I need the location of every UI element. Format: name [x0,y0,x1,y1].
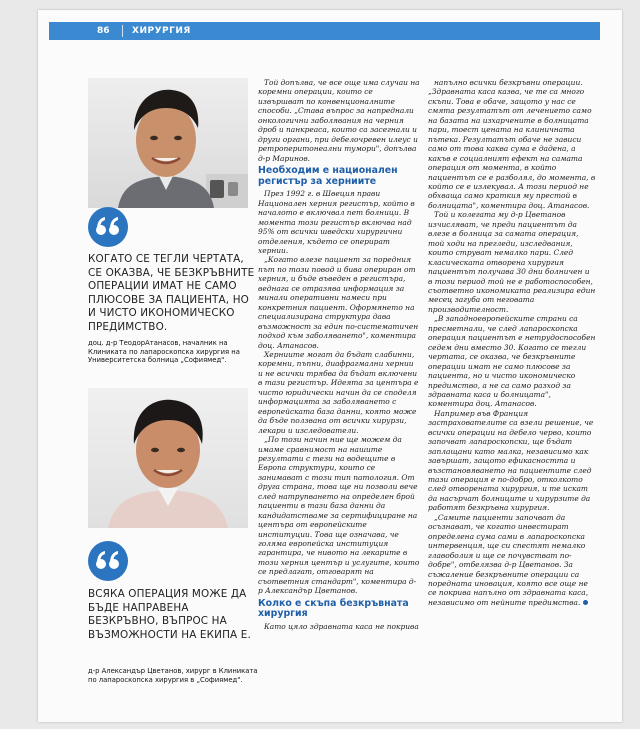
page-number: 86 [97,26,110,36]
subheading-hernia-registry: Необходим е национален регистър за херниите [258,165,398,187]
paragraph: „По този начин ние ще можем да имаме сравнимост на нашите резултати с тези на водещите в Европа структури, които се занимават с този тип патология. От друга страна, това ще ни позволи вече след натрупването на определен брой пациенти в тази база данни да кандидатстваме за сертифициране на центъра от европейските институции. Това ще означава, че голяма европейска институция гарантира, че нивото на лекарите в този херния център и услугите, които се предлагат, отговарят на съответния стандарт", коментира д-р Александър Цветанов. [258,435,420,596]
paragraph: „В западноевропейските страни са пресметнали, че след лапароскопска операция пациентът е нетрудоспособен седем дни вместо 30. Когато се тегли чертата, се оказва, че безкръвните операции имат не само плюсове за пациента, но и чисто икономическо предимство, а не са само разход за здравната каса и болницата", коментира доц. Атанасов. [428,314,596,409]
paragraph: Той и колегата му д-р Цветанов изчисляват, че преди пациентът да влезе в болница за самата операция, той ходи на прегледи, изследвания, които струват немалко пари. След класическата отворена хирургия пациентът получава 30 дни болничен и в този период той не е работоспособен, съответно икономиката реализира един месец загуба от неговата производителност. [428,210,596,314]
section-title: ХИРУРГИЯ [132,26,191,36]
paragraph: напълно всички безкръвни операции. „Здравната каса казва, че те са много скъпи. Това е обаче, защото у нас се смята резултатът от лечението само на базата на изхарчените в болницата пари, тоест цената на клиничната пътека. Резултатът обаче не зависи само от това каква сума е дадена, а какъв е социалният ефект на самата операция от момента, в който пациентът се е разболял, до момента, в който се е излекувал. А този период не обхваща само краткия му престой в болницата", коментира доц. Атанасов. [428,78,596,210]
paragraph: Той допълва, че все още има случаи на коремни операции, които се извършват по конвенционалните способи. „Става въпрос за напреднали онкологични заболявания на черния дроб и панкреаса, които са засегнали и други органи, при дебелочревен илеус и ретроперитонеални тумори", допълва д-р Маринов. [258,78,420,163]
paragraph: Например във Франция застрахователите са взели решение, че всички операции на дебело черво, които започват лапароскопски, ще бъдат заплащани като малка, независимо как завършат, защото ефикасността и възстановяването на пациентите след тази операция е по-добро, отколкото след отворената хирургия, и те искат да насърчат болниците и хирурзите да работят безкръвна хирургия. [428,408,594,513]
pull-quote-1: КОГАТО СЕ ТЕГЛИ ЧЕРТАТА, СЕ ОКАЗВА, ЧЕ БЕЗКРЪВНИТЕ ОПЕРАЦИИ ИМАТ НЕ САМО ПЛЮСОВЕ ЗА ПАЦИЕНТА, НО И ЧИСТО ИКОНОМИЧЕСКО ПРЕДИМСТВО. [88,253,255,333]
pull-quote-2: ВСЯКА ОПЕРАЦИЯ МОЖЕ ДА БЪДЕ НАПРАВЕНА БЕЗКРЪВНО, ВЪПРОС НА ВЪЗМОЖНОСТИ НА ЕКИПА Е. [88,588,251,641]
paragraph-final [428,513,596,608]
photo-caption-2: д-р Александър Цветанов, хирург в Клиниката по лапароскопска хирургия в „Софиямед". [88,667,258,684]
quote-mark-icon [88,541,128,581]
portrait-photo-tsvetanov [88,388,248,528]
article-column-3 [428,78,596,607]
photo-caption-1: доц. д-р ТеодорАтанасов, началник на Клиниката по лапароскопска хирургия на Университетска болница „Софиямед". [88,339,240,365]
paragraph-final-text: „Самите пациенти започват да осъзнават, че когато инвестират определена сума сами в лапароскопска интервенция, ще си спестят немалко главоболия и ще се почувстват по-добре", отбелязва д-р Цветанов. За съжаление безкръвните операции са поредната иновация, която все още не се покрива напълно от здравната каса, независимо от нейните предимства. [428,512,589,607]
article-end-mark-icon [583,600,588,605]
subheading-bloodless-surgery-cost: Колко е скъпа безкръвната хирургия [258,597,409,620]
portrait-photo-atanasov [88,78,248,208]
article-column-2 [258,78,420,631]
quote-mark-icon [88,207,128,247]
page-header [49,22,600,40]
portrait-illustration [88,388,248,528]
portrait-illustration [88,78,248,208]
paragraph: През 1992 г. в Швеция прави Национален херния регистър, който в началото е включвал пет болници. В момента този регистър включва над 95% от всички шведски хирургични отделения, където се оперират хернии. [258,189,415,255]
header-divider [122,25,123,37]
paragraph: Херниите могат да бъдат слабинни, коремни, пъпни, диафрагмални хернии и не всички трябва да бъдат включени в тази регистър. Идеята за центъра е чисто юридически начин да се споделя информацията за заболяването с европейската база данни, която може да бъде ползвана от всички хирурзи, лекари и изследователи. [258,349,419,435]
paragraph: „Когато влезе пациент за поредния път по този повод и бива опериран от херния, и бъде въведен в регистъра, веднага се отразява информация за минали оперативни намеси при конкретния пациент. Оформянето на специализирана структура дава възможност за един по-систематичен подход към заболяването", коментира доц. Атанасов. [258,255,419,350]
paragraph: Като цяло здравната каса не покрива [264,621,419,631]
